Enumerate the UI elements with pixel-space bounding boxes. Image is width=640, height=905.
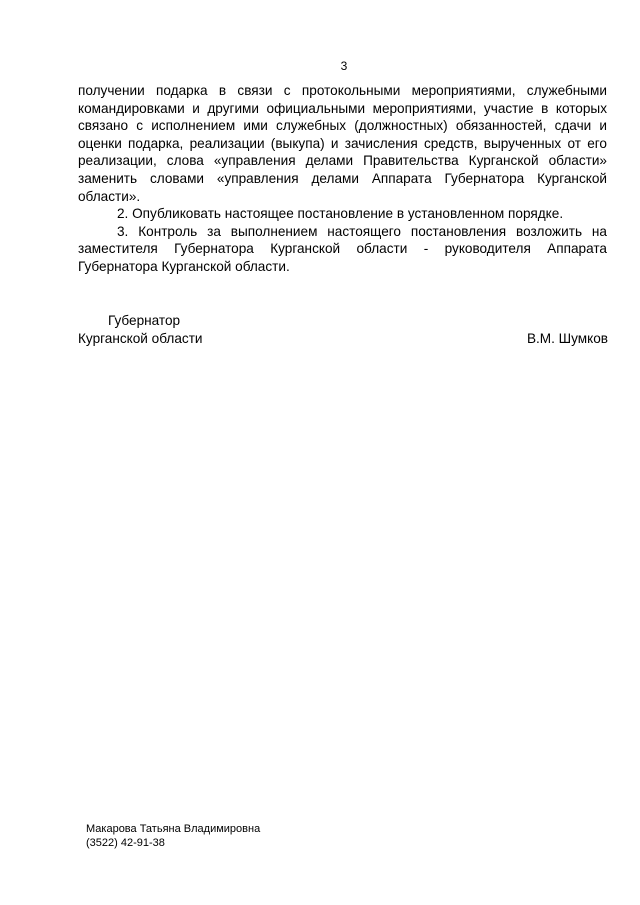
paragraph-continuation: получении подарка в связи с протокольными мероприятиями, служебными командировками и другими официальными мероприятиями, участие в которых связано с исполнением ими служебных (должностных) обязанностей, сдачи и оценки подарка, реализации (выкупа) и зачисления средств, вырученных от его реализации, слова «управления делами Правительства Курганской области» заменить словами «управления делами Аппарата Губернатора Курганской области». <box>78 83 607 204</box>
executor-info <box>86 822 260 850</box>
document-body <box>78 82 607 276</box>
paragraph-item-3: 3. Контроль за выполнением настоящего постановления возложить на заместителя Губернатора Курганской области - руководителя Аппарата Губернатора Курганской области. <box>78 223 607 274</box>
signatory-name: В.М. Шумков <box>526 330 608 346</box>
paragraph-item-2: 2. Опубликовать настоящее постановление в установленном порядке. <box>117 206 564 222</box>
signatory-position-line2: Курганской области <box>78 330 203 346</box>
executor-name: Макарова Татьяна Владимировна <box>86 823 261 835</box>
signatory-position-line1: Губернатор <box>108 313 181 328</box>
executor-phone: (3522) 42-91-38 <box>86 837 165 849</box>
signature-block <box>78 312 608 347</box>
page-number: 3 <box>340 59 348 73</box>
